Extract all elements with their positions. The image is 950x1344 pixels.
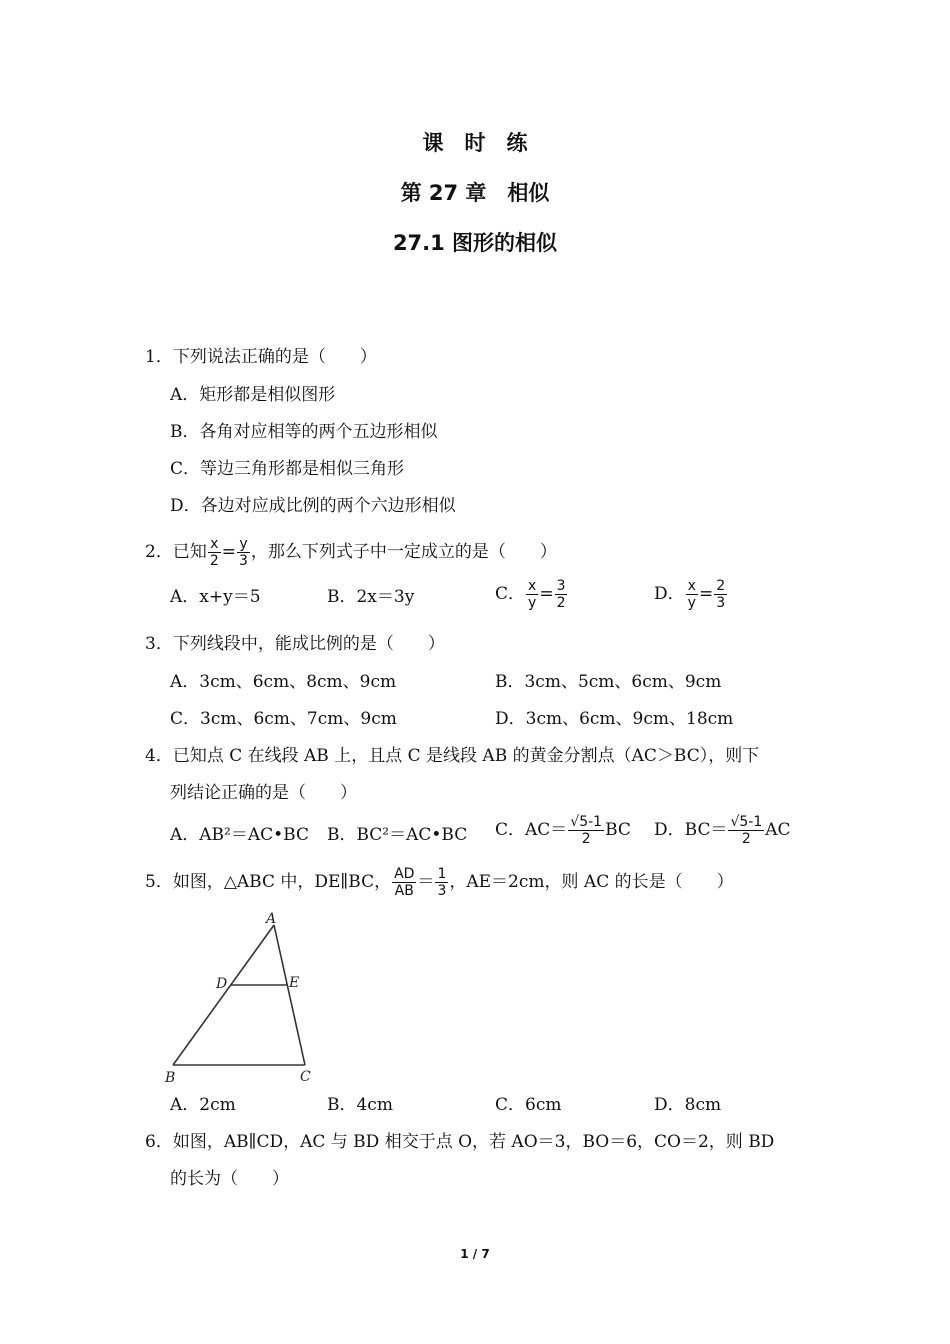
option-label: D．BC＝ [654, 820, 728, 840]
frac-den: 2 [741, 831, 751, 847]
frac-den: 2 [209, 553, 219, 569]
q4-option-b: B．BC²＝AC•BC [327, 825, 468, 845]
frac-den: 2 [556, 595, 566, 611]
triangle-figure [160, 910, 330, 1090]
q2-frac-x2 [208, 536, 221, 569]
frac-sqrt5 [728, 814, 764, 847]
q6-stem-line1: 6．如图，AB∥CD，AC 与 BD 相交于点 O，若 AO＝3，BO＝6，CO＝2，则 BD [145, 1132, 775, 1152]
frac-den: y [528, 595, 537, 611]
q5-frac-ad-ab [392, 866, 416, 899]
q1-stem: 1．下列说法正确的是（ ） [145, 347, 377, 367]
q5-prefix: 5．如图，△ABC 中，DE∥BC， [145, 872, 392, 892]
option-label: C．AC＝ [495, 820, 568, 840]
q5-option-c: C．6cm [495, 1095, 562, 1115]
frac-den: 2 [581, 831, 591, 847]
q1-option-c: C．等边三角形都是相似三角形 [170, 459, 405, 479]
frac-num: 3 [556, 578, 566, 594]
frac-den: 3 [716, 595, 726, 611]
q2-option-d: D． $\frac{x}{y}$ = $\frac{2}{3}$ [654, 578, 726, 611]
q2-option-b: B．2x＝3y [327, 587, 415, 607]
option-tail: BC [605, 820, 631, 840]
q5-option-d: D．8cm [654, 1095, 722, 1115]
section-title: 27.1 图形的相似 [392, 231, 558, 255]
frac-num: y [237, 536, 250, 553]
q2-prefix: 2．已知 [145, 542, 207, 562]
q2-option-a: A．x+y＝5 [170, 587, 261, 607]
frac-xy [686, 578, 698, 611]
frac-xy [526, 578, 538, 611]
q3-option-c: C．3cm、6cm、7cm、9cm [170, 709, 397, 729]
q4-option-a: A．AB²＝AC•BC [170, 825, 309, 845]
page-number: 1 / 7 [460, 1247, 490, 1261]
frac-sqrt5 [568, 814, 604, 847]
q2-frac-y3 [237, 536, 250, 569]
q3-option-a: A．3cm、6cm、8cm、9cm [170, 672, 397, 692]
vertex-b-label: B [165, 1070, 176, 1086]
frac-num: x [687, 578, 696, 594]
side-ac [274, 925, 305, 1065]
point-d-label: D [216, 976, 228, 992]
q3-stem: 3．下列线段中，能成比例的是（ ） [145, 634, 445, 654]
q5-suffix: ，AE＝2cm，则 AC 的长是（ ） [449, 872, 734, 892]
frac-num: AD [394, 866, 415, 882]
q1-option-b: B．各角对应相等的两个五边形相似 [170, 422, 438, 442]
q1-option-d: D．各边对应成比例的两个六边形相似 [170, 496, 456, 516]
vertex-c-label: C [300, 1069, 311, 1085]
frac-num: 1 [437, 866, 447, 882]
q4-stem-line1: 4．已知点 C 在线段 AB 上，且点 C 是线段 AB 的黄金分割点（AC＞BC），则下 [145, 746, 760, 766]
frac-32 [555, 578, 568, 611]
frac-num: √5-1 [730, 814, 763, 830]
q5-option-a: A．2cm [170, 1095, 236, 1115]
q1-option-a: A．矩形都是相似图形 [170, 385, 336, 405]
vertex-a-label: A [266, 911, 277, 927]
frac-den: 3 [239, 553, 248, 569]
frac-den: 3 [437, 883, 447, 899]
q3-option-d: D．3cm、6cm、9cm、18cm [495, 709, 734, 729]
frac-den: AB [394, 883, 414, 899]
frac-num: √5-1 [570, 814, 603, 830]
side-ab [173, 925, 274, 1065]
option-label: D． [654, 584, 685, 604]
page-title: 课 时 练 [422, 131, 528, 155]
q5-frac-13 [435, 866, 448, 899]
point-e-label: E [289, 975, 300, 991]
frac-num: x [528, 578, 537, 594]
q4-option-c [495, 814, 631, 847]
frac-23 [714, 578, 727, 611]
q4-option-d [654, 814, 791, 847]
q6-stem-line2: 的长为（ ） [170, 1169, 289, 1189]
q2-suffix: ，那么下列式子中一定成立的是（ ） [250, 542, 557, 562]
chapter-title: 第 27 章 相似 [400, 181, 550, 205]
option-tail: AC [765, 820, 791, 840]
q5-stem [145, 866, 734, 899]
frac-num: 2 [716, 578, 726, 594]
q3-option-b: B．3cm、5cm、6cm、9cm [495, 672, 722, 692]
equals-sign: = [221, 542, 236, 562]
option-label: C． [495, 584, 526, 604]
q5-option-b: B．4cm [327, 1095, 393, 1115]
q4-stem-line2: 列结论正确的是（ ） [170, 783, 357, 803]
equals-sign: ＝ [417, 872, 435, 892]
frac-num: x [208, 536, 221, 553]
q2-stem [145, 536, 557, 569]
frac-den: y [687, 595, 696, 611]
q2-option-c: C． $\frac{x}{y}$ = $\frac{3}{2}$ [495, 578, 566, 611]
